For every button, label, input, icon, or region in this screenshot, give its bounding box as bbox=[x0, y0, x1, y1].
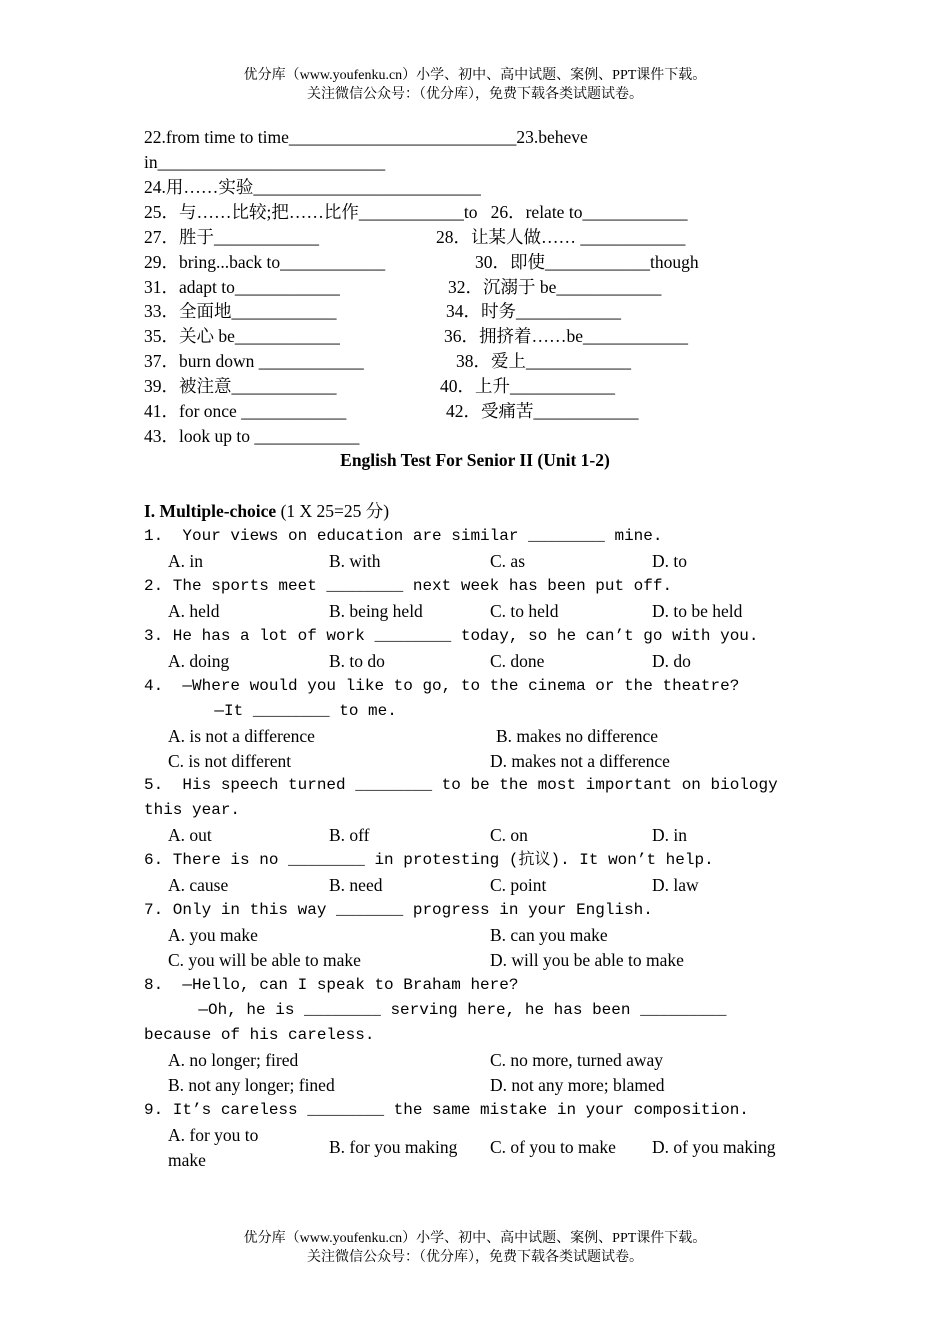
phrase-39: 39．被注意____________ bbox=[144, 376, 337, 396]
footer-line-2: 关注微信公众号：（优分库），免费下载各类试题试卷。 bbox=[307, 1250, 643, 1265]
question-5-cont: this year. bbox=[144, 801, 241, 819]
q9-option-a: A. for you to bbox=[168, 1125, 259, 1145]
q2-option-c: C. to held bbox=[490, 601, 559, 621]
phrase-35: 35．关心 be____________ bbox=[144, 326, 340, 346]
question-6: 6. There is no ________ in protesting (抗议). It won’t help. bbox=[144, 851, 714, 869]
q4-option-a: A. is not a difference bbox=[168, 726, 315, 746]
q9-option-d: D. of you making bbox=[652, 1137, 776, 1157]
phrase-24: 24.用……实验__________________________ bbox=[144, 177, 481, 197]
q3-option-b: B. to do bbox=[329, 651, 385, 671]
q1-option-d: D. to bbox=[652, 551, 687, 571]
phrase-36: 36．拥挤着……be____________ bbox=[444, 326, 689, 346]
question-8-cont: because of his careless. bbox=[144, 1026, 375, 1044]
phrase-42: 42．受痛苦____________ bbox=[446, 401, 639, 421]
q5-option-b: B. off bbox=[329, 825, 370, 845]
phrase-32: 32．沉溺于 be____________ bbox=[448, 277, 662, 297]
phrase-38: 38．爱上____________ bbox=[456, 351, 631, 371]
q9-option-b: B. for you making bbox=[329, 1137, 458, 1157]
q7-option-b: B. can you make bbox=[490, 925, 608, 945]
q2-option-b: B. being held bbox=[329, 601, 423, 621]
q1-option-b: B. with bbox=[329, 551, 381, 571]
phrase-30: 30．即使____________though bbox=[475, 252, 699, 272]
page-header bbox=[0, 66, 950, 104]
question-4: 4. —Where would you like to go, to the cinema or the theatre? bbox=[144, 677, 740, 695]
phrase-43: 43．look up to ____________ bbox=[144, 426, 360, 446]
phrase-40: 40．上升____________ bbox=[440, 376, 615, 396]
q4-option-b: B. makes no difference bbox=[496, 726, 658, 746]
phrase-29: 29．bring...back to____________ bbox=[144, 252, 386, 272]
phrase-22: 22.from time to time__________________________23.beheve bbox=[144, 127, 588, 147]
q7-option-a: A. you make bbox=[168, 925, 258, 945]
phrase-27: 27．胜于____________ bbox=[144, 227, 319, 247]
phrase-34: 34．时务____________ bbox=[446, 301, 621, 321]
q5-option-a: A. out bbox=[168, 825, 212, 845]
question-5: 5. His speech turned ________ to be the most important on biology bbox=[144, 776, 778, 794]
q4-option-d: D. makes not a difference bbox=[490, 751, 670, 771]
q8-option-d: D. not any more; blamed bbox=[490, 1075, 665, 1095]
test-title: English Test For Senior II (Unit 1-2) bbox=[340, 450, 610, 470]
question-7: 7. Only in this way _______ progress in your English. bbox=[144, 901, 653, 919]
q6-option-d: D. law bbox=[652, 875, 699, 895]
phrase-25-26: 25．与……比较;把……比作____________to 26．relate to____________ bbox=[144, 202, 688, 222]
q4-option-c: C. is not different bbox=[168, 751, 292, 771]
q3-option-c: C. done bbox=[490, 651, 545, 671]
q3-option-a: A. doing bbox=[168, 651, 230, 671]
phrase-31: 31．adapt to____________ bbox=[144, 277, 340, 297]
q9-option-a-cont: make bbox=[168, 1150, 206, 1170]
q7-option-c: C. you will be able to make bbox=[168, 950, 361, 970]
page-footer bbox=[0, 1229, 950, 1267]
question-2: 2. The sports meet ________ next week has been put off. bbox=[144, 577, 673, 595]
phrase-41: 41．for once ____________ bbox=[144, 401, 347, 421]
q3-option-d: D. do bbox=[652, 651, 691, 671]
question-8-reply: —Oh, he is ________ serving here, he has been _________ bbox=[160, 1001, 727, 1019]
phrase-28: 28．让某人做…… ____________ bbox=[436, 227, 686, 247]
q2-option-d: D. to be held bbox=[652, 601, 743, 621]
q7-option-d: D. will you be able to make bbox=[490, 950, 684, 970]
footer-line-1: 优分库（www.youfenku.cn）小学、初中、高中试题、案例、PPT课件下载。 bbox=[243, 1231, 707, 1246]
q1-option-c: C. as bbox=[490, 551, 525, 571]
question-3: 3. He has a lot of work ________ today, so he can’t go with you. bbox=[144, 627, 759, 645]
q5-option-c: C. on bbox=[490, 825, 528, 845]
q9-option-c: C. of you to make bbox=[490, 1137, 616, 1157]
phrase-33: 33．全面地____________ bbox=[144, 301, 337, 321]
section-scoring: (1 X 25=25 分) bbox=[276, 501, 390, 521]
q2-option-a: A. held bbox=[168, 601, 220, 621]
phrase-22-cont: in__________________________ bbox=[144, 152, 386, 172]
question-9: 9. It’s careless ________ the same mistake in your composition. bbox=[144, 1101, 749, 1119]
header-line-1: 优分库（www.youfenku.cn）小学、初中、高中试题、案例、PPT课件下载。 bbox=[243, 68, 707, 83]
q1-option-a: A. in bbox=[168, 551, 203, 571]
phrase-37: 37．burn down ____________ bbox=[144, 351, 364, 371]
q6-option-c: C. point bbox=[490, 875, 547, 895]
header-line-2: 关注微信公众号：（优分库），免费下载各类试题试卷。 bbox=[307, 87, 643, 102]
question-8: 8. —Hello, can I speak to Braham here? bbox=[144, 976, 519, 994]
question-1: 1. Your views on education are similar ________ mine. bbox=[144, 527, 663, 545]
q8-option-a: A. no longer; fired bbox=[168, 1050, 299, 1070]
q8-option-c: C. no more, turned away bbox=[490, 1050, 664, 1070]
question-4-reply: —It ________ to me. bbox=[176, 702, 397, 720]
section-title: I. Multiple-choice bbox=[144, 501, 277, 521]
q8-option-b: B. not any longer; fined bbox=[168, 1075, 335, 1095]
section-heading bbox=[144, 499, 389, 523]
q5-option-d: D. in bbox=[652, 825, 687, 845]
q6-option-a: A. cause bbox=[168, 875, 229, 895]
q6-option-b: B. need bbox=[329, 875, 383, 895]
